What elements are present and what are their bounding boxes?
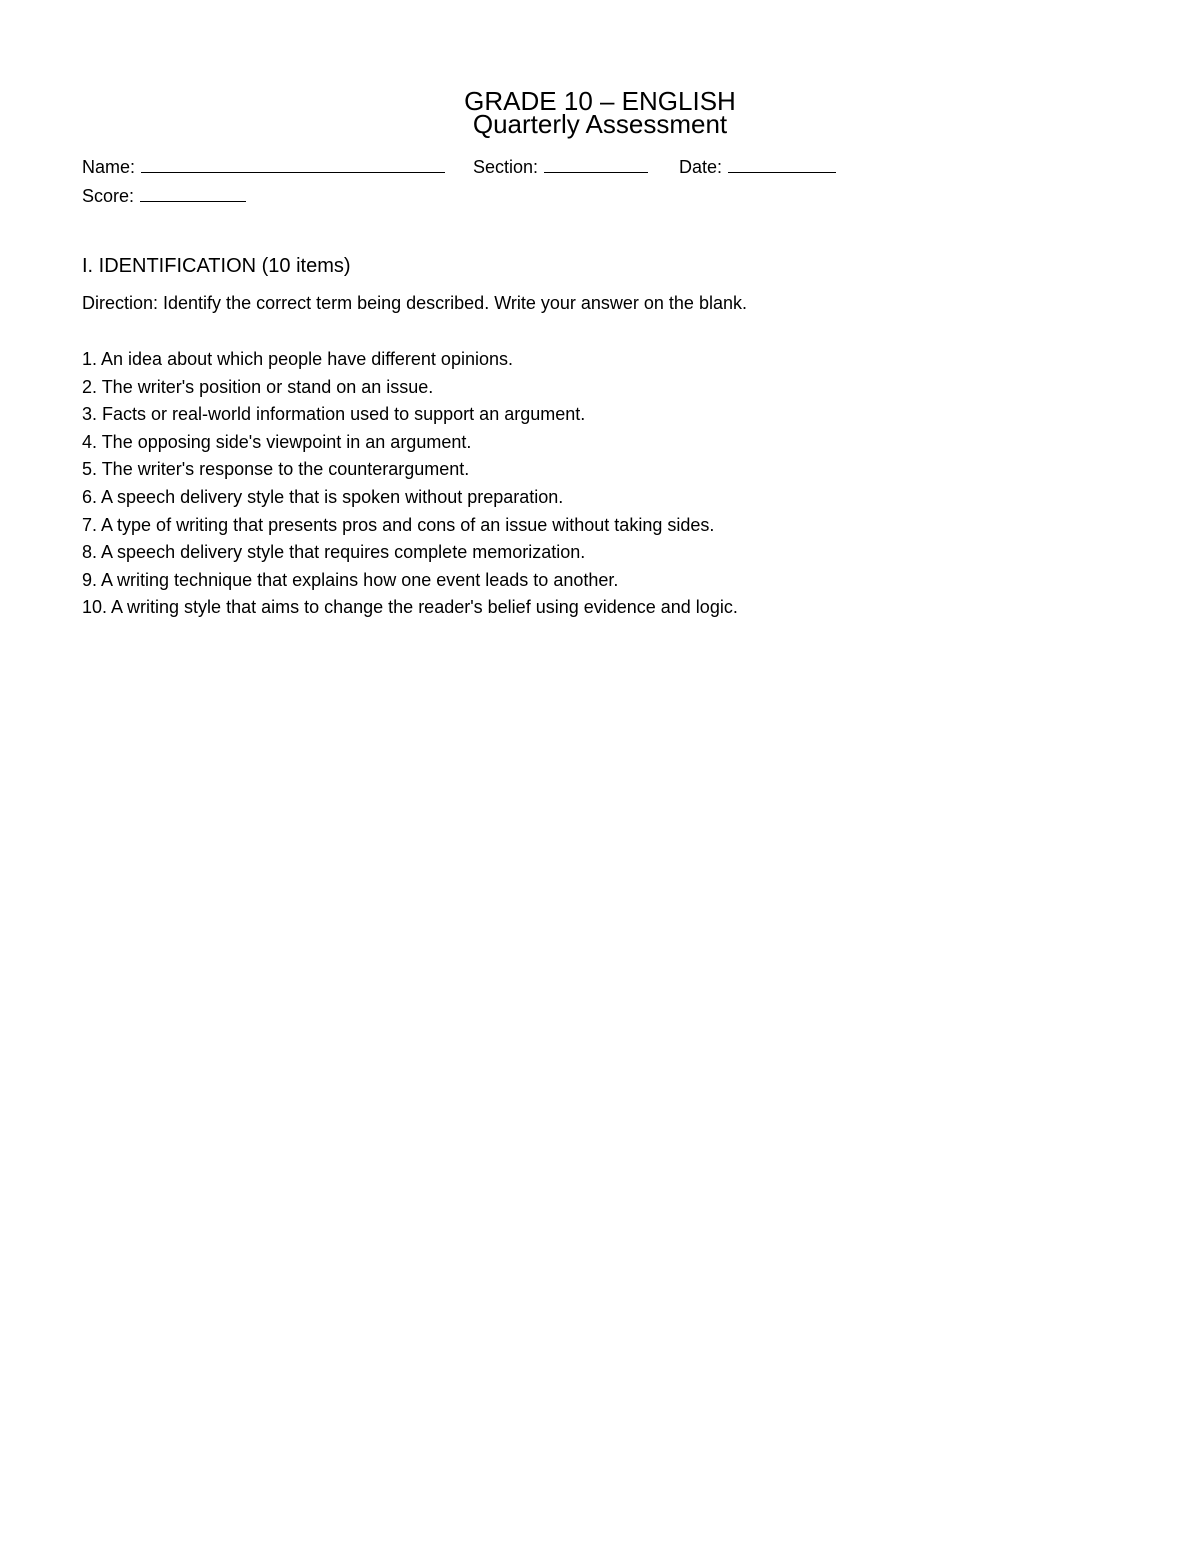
- question-item: 2. The writer's position or stand on an issue.: [82, 376, 434, 397]
- name-blank[interactable]: [141, 157, 445, 173]
- question-item: 6. A speech delivery style that is spoken without preparation.: [82, 486, 564, 507]
- section-heading: I. IDENTIFICATION (10 items): [82, 255, 351, 277]
- question-item: 5. The writer's response to the counterargument.: [82, 459, 470, 480]
- date-label: Date:: [679, 157, 723, 177]
- date-blank[interactable]: [728, 157, 836, 173]
- score-label: Score:: [82, 186, 135, 206]
- name-field: [82, 156, 445, 178]
- document-title: GRADE 10 – ENGLISH: [464, 86, 736, 116]
- section-blank[interactable]: [544, 157, 648, 173]
- section-field: [473, 156, 648, 178]
- question-item: 10. A writing style that aims to change the reader's belief using evidence and logic.: [82, 597, 738, 618]
- question-item: 3. Facts or real-world information used to support an argument.: [82, 404, 586, 425]
- name-label: Name:: [82, 157, 136, 177]
- question-item: 7. A type of writing that presents pros and cons of an issue without taking sides.: [82, 514, 715, 535]
- question-item: 1. An idea about which people have different opinions.: [82, 349, 513, 369]
- score-blank[interactable]: [140, 186, 246, 202]
- question-item: 8. A speech delivery style that requires complete memorization.: [82, 542, 586, 563]
- question-item: 9. A writing technique that explains how one event leads to another.: [82, 569, 619, 590]
- section-label: Section:: [473, 157, 539, 177]
- question-item: 4. The opposing side's viewpoint in an argument.: [82, 431, 472, 452]
- section-direction: Direction: Identify the correct term being described. Write your answer on the blank.: [82, 293, 747, 313]
- score-field: [82, 185, 246, 207]
- document-subtitle: Quarterly Assessment: [472, 109, 728, 139]
- question-list: [82, 346, 738, 622]
- date-field: [679, 156, 836, 178]
